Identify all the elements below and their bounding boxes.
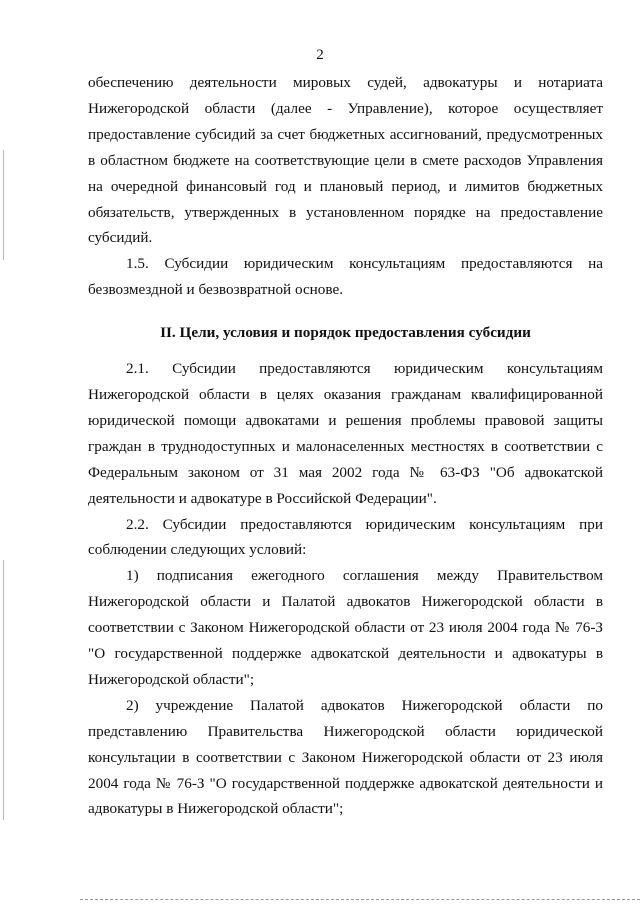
paragraph-continuation: обеспечению деятельности мировых судей, адвокатуры и нотариата Нижегородской области (далее - Управление), которое осуществляет предоставление субсидий за счет бюджетных ассигнований, предусмотренных в областном бюджете на соответствующие цели в смете расходов Управления на очередной финансовый год и плановый период, и лимитов бюджетных обязательств, утвержденных в установленном порядке на предоставление субсидий. (88, 74, 603, 247)
document-body (88, 70, 603, 822)
page-number: 2 (316, 47, 324, 63)
scan-edge-line-bottom (3, 560, 4, 820)
paragraph-2-1: 2.1. Субсидии предоставляются юридическим консультациям Нижегородской области в целях оказания гражданам квалифицированной юридической помощи адвокатами и решения проблемы правовой защиты граждан в труднодоступных и малонаселенных местностях в соответствии с Федеральным законом от 31 мая 2002 года № 63-ФЗ "Об адвокатской деятельности и адвокатуре в Российской Федерации". (88, 360, 603, 507)
section-heading: II. Цели, условия и порядок предоставления субсидии (160, 324, 531, 342)
list-item-1: 1) подписания ежегодного соглашения между Правительством Нижегородской области и Палатой адвокатов Нижегородской области в соответствии с Законом Нижегородской области от 23 июля 2004 года № 76-З "О государственной поддержке адвокатской деятельности и адвокатуры в Нижегородской области"; (88, 567, 603, 688)
scan-edge-line-top (3, 150, 4, 260)
scan-bottom-edge (80, 899, 640, 901)
list-item-2: 2) учреждение Палатой адвокатов Нижегородской области по представлению Правительства Нижегородской области юридической консультации в соответствии с Законом Нижегородской области от 23 июля 2004 года № 76-З "О государственной поддержке адвокатской деятельности и адвокатуры в Нижегородской области"; (88, 696, 603, 818)
paragraph-2-2: 2.2. Субсидии предоставляются юридическим консультациям при соблюдении следующих условий: (88, 515, 603, 559)
paragraph-1-5: 1.5. Субсидии юридическим консультациям предоставляются на безвозмездной и безвозвратной основе. (88, 255, 603, 299)
